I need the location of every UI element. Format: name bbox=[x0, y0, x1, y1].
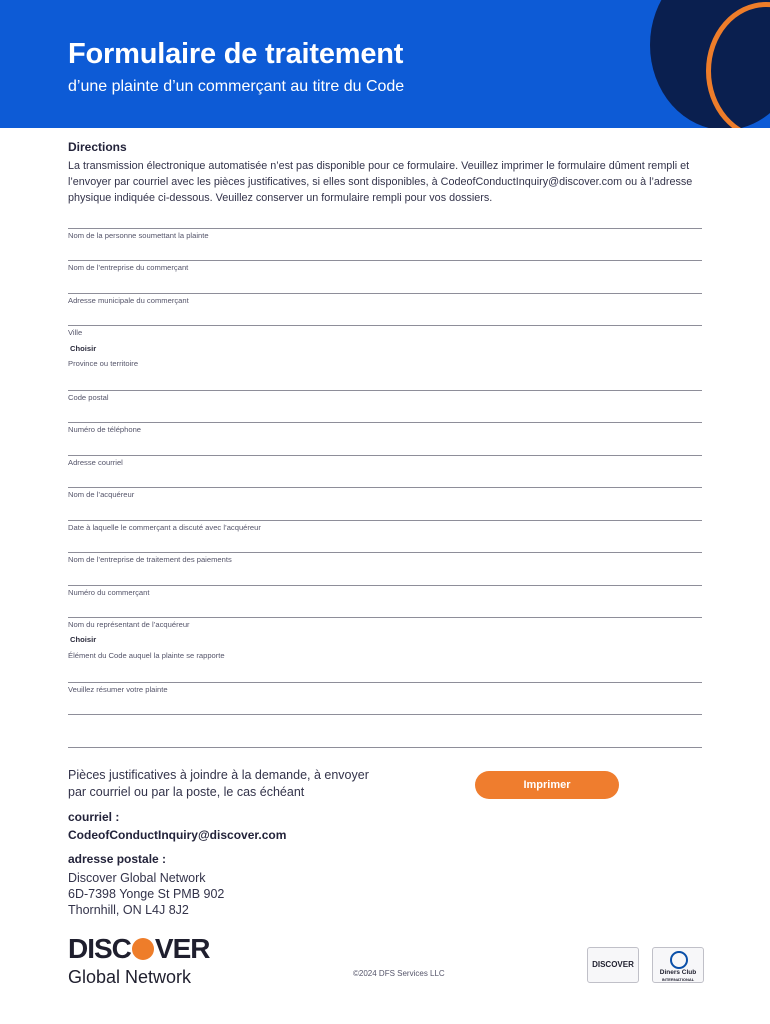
field-line bbox=[68, 455, 702, 456]
field-line bbox=[68, 682, 702, 683]
field-line bbox=[68, 552, 702, 553]
print-button[interactable]: Imprimer bbox=[475, 771, 619, 799]
field-business[interactable] bbox=[68, 260, 702, 292]
logo-word-pre: DISC bbox=[68, 933, 131, 964]
field-province bbox=[68, 357, 702, 389]
discover-logo-subtitle: Global Network bbox=[68, 967, 192, 987]
field-label: Province ou territoire bbox=[68, 359, 139, 368]
province-select[interactable]: Choisir bbox=[70, 344, 97, 353]
field-processor[interactable] bbox=[68, 552, 702, 584]
contact-email-link[interactable]: CodeofConductInquiry@discover.com bbox=[68, 828, 287, 842]
field-label: Ville bbox=[68, 328, 83, 337]
summary-line-2[interactable] bbox=[68, 714, 702, 715]
field-merchant-number[interactable] bbox=[68, 585, 702, 617]
diners-text-2: INTERNATIONAL bbox=[661, 977, 695, 982]
attachments-line-1: Pièces justificatives à joindre à la demande, à envoyer bbox=[68, 768, 369, 782]
attachments-line-2: par courriel ou par la poste, le cas échéant bbox=[68, 785, 305, 799]
postal-label: adresse postale : bbox=[68, 852, 167, 866]
code-element-select[interactable]: Choisir bbox=[70, 635, 97, 644]
attachments-note bbox=[68, 767, 408, 801]
discover-card-text: DISCOVER bbox=[592, 960, 634, 969]
field-line bbox=[68, 228, 702, 229]
field-street[interactable] bbox=[68, 293, 702, 325]
diners-circle bbox=[670, 951, 688, 969]
field-label: Nom de la personne soumettant la plainte bbox=[68, 231, 209, 240]
logo-orange-dot bbox=[132, 938, 154, 960]
discover-card-icon bbox=[587, 947, 639, 983]
address-line-3: Thornhill, ON L4J 8J2 bbox=[68, 903, 189, 917]
field-line bbox=[68, 260, 702, 261]
field-label: Nom de l’acquéreur bbox=[68, 490, 135, 499]
field-line bbox=[68, 487, 702, 488]
address-line-2: 6D-7398 Yonge St PMB 902 bbox=[68, 887, 225, 901]
field-code-element bbox=[68, 649, 702, 681]
field-label: Adresse courriel bbox=[68, 458, 123, 467]
field-line bbox=[68, 585, 702, 586]
page-subtitle: d’une plainte d’un commerçant au titre du Code bbox=[68, 78, 405, 95]
diners-text-1: Diners Club bbox=[659, 969, 697, 976]
field-email[interactable] bbox=[68, 455, 702, 487]
field-label: Élément du Code auquel la plainte se rapporte bbox=[68, 651, 225, 660]
diners-club-icon bbox=[652, 947, 704, 983]
field-line bbox=[68, 325, 702, 326]
field-acquirer[interactable] bbox=[68, 487, 702, 519]
field-phone[interactable] bbox=[68, 422, 702, 454]
field-line bbox=[68, 293, 702, 294]
field-label: Nom de l’entreprise de traitement des paiements bbox=[68, 555, 232, 564]
field-line bbox=[68, 390, 702, 391]
summary-line-3[interactable] bbox=[68, 747, 702, 748]
field-line bbox=[68, 617, 702, 618]
field-summary[interactable] bbox=[68, 682, 702, 714]
field-label: Code postal bbox=[68, 393, 109, 402]
logo-word-post: VER bbox=[154, 933, 210, 964]
field-label: Nom de l’entreprise du commerçant bbox=[68, 263, 189, 272]
page-title: Formulaire de traitement bbox=[68, 38, 404, 70]
discover-logo-word bbox=[68, 933, 209, 965]
field-label: Date à laquelle le commerçant a discuté avec l’acquéreur bbox=[68, 523, 261, 532]
field-discussed-date[interactable] bbox=[68, 520, 702, 552]
field-label: Adresse municipale du commerçant bbox=[68, 296, 189, 305]
discover-logo-icon bbox=[68, 933, 228, 993]
address-line-1: Discover Global Network bbox=[68, 871, 206, 885]
field-acquirer-rep[interactable] bbox=[68, 617, 702, 649]
directions-heading: Directions bbox=[68, 140, 127, 154]
directions-body: La transmission électronique automatisée n’est pas disponible pour ce formulaire. Veuillez imprimer le formulaire dûment rempli et l’envoyer par courriel avec les pièces justificatives, si elles sont disponibles, à CodeofConductInquiry@discover.com ou à l’adresse physique indiquée ci-dessous. Veuillez conserver un formulaire rempli pour vos dossiers. bbox=[68, 160, 693, 204]
field-city[interactable] bbox=[68, 325, 702, 357]
field-label: Numéro du commerçant bbox=[68, 588, 150, 597]
field-complainant[interactable] bbox=[68, 228, 702, 260]
field-line bbox=[68, 520, 702, 521]
field-label: Veuillez résumer votre plainte bbox=[68, 685, 168, 694]
page-header bbox=[0, 0, 770, 128]
field-label: Nom du représentant de l’acquéreur bbox=[68, 620, 190, 629]
field-postal[interactable] bbox=[68, 390, 702, 422]
field-line bbox=[68, 422, 702, 423]
copyright: ©2024 DFS Services LLC bbox=[353, 969, 445, 978]
email-label: courriel : bbox=[68, 810, 120, 824]
field-label: Numéro de téléphone bbox=[68, 425, 142, 434]
